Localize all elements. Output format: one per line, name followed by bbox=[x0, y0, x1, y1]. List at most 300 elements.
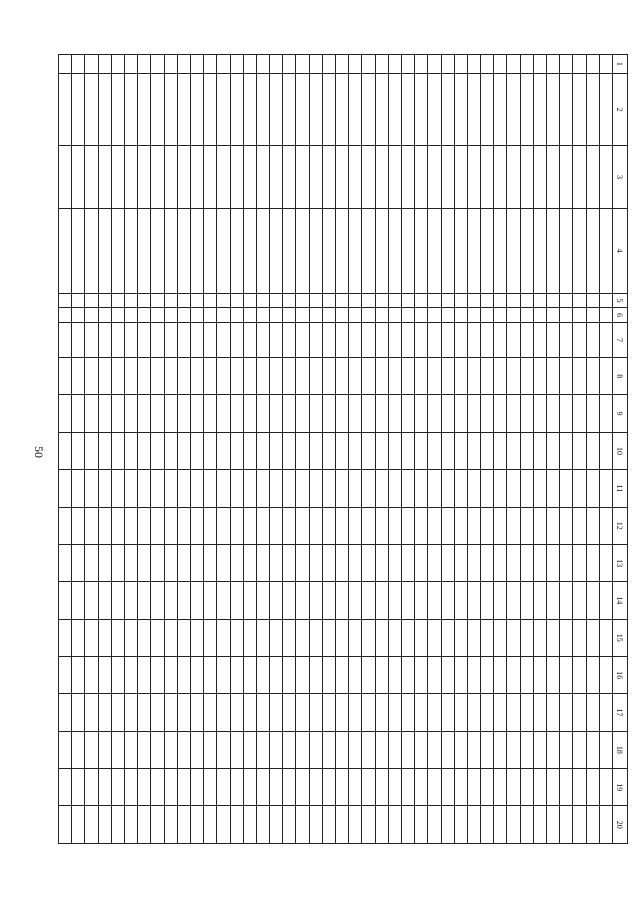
table-cell bbox=[560, 395, 573, 432]
table-cell bbox=[467, 208, 480, 293]
table-cell bbox=[481, 308, 494, 323]
table-cell bbox=[375, 769, 388, 806]
table-cell bbox=[494, 694, 507, 731]
table-cell bbox=[164, 619, 177, 656]
table-cell bbox=[415, 806, 428, 844]
table-cell bbox=[428, 769, 441, 806]
table-cell bbox=[349, 293, 362, 308]
table-cell bbox=[533, 656, 546, 693]
table-cell bbox=[85, 769, 98, 806]
header-cell: 17 bbox=[613, 694, 628, 731]
table-cell bbox=[85, 146, 98, 208]
table-cell bbox=[204, 308, 217, 323]
table-cell bbox=[507, 208, 520, 293]
table-cell bbox=[270, 293, 283, 308]
table-row bbox=[573, 55, 586, 844]
table-cell bbox=[533, 55, 546, 74]
header-cell: 18 bbox=[613, 731, 628, 768]
table-cell bbox=[59, 507, 72, 544]
table-cell bbox=[191, 322, 204, 357]
table-cell bbox=[151, 432, 164, 469]
table-cell bbox=[283, 358, 296, 395]
table-cell bbox=[322, 769, 335, 806]
table-cell bbox=[125, 470, 138, 507]
table-cell bbox=[191, 208, 204, 293]
table-cell bbox=[599, 769, 612, 806]
table-cell bbox=[59, 73, 72, 146]
table-cell bbox=[415, 208, 428, 293]
table-cell bbox=[560, 582, 573, 619]
table-cell bbox=[494, 395, 507, 432]
table-cell bbox=[428, 507, 441, 544]
table-cell bbox=[415, 146, 428, 208]
table-cell bbox=[547, 656, 560, 693]
table-cell bbox=[428, 358, 441, 395]
table-cell bbox=[402, 73, 415, 146]
table-cell bbox=[177, 146, 190, 208]
table-cell bbox=[586, 208, 599, 293]
table-cell bbox=[520, 507, 533, 544]
table-cell bbox=[72, 308, 85, 323]
table-cell bbox=[111, 507, 124, 544]
table-cell bbox=[191, 769, 204, 806]
table-cell bbox=[533, 293, 546, 308]
header-cell: 14 bbox=[613, 582, 628, 619]
table-cell bbox=[481, 582, 494, 619]
table-cell bbox=[454, 293, 467, 308]
table-cell bbox=[72, 322, 85, 357]
table-cell bbox=[270, 146, 283, 208]
table-cell bbox=[467, 322, 480, 357]
table-cell bbox=[533, 395, 546, 432]
table-cell bbox=[138, 806, 151, 844]
table-cell bbox=[217, 146, 230, 208]
table-cell bbox=[230, 73, 243, 146]
table-cell bbox=[599, 694, 612, 731]
table-cell bbox=[507, 694, 520, 731]
table-cell bbox=[547, 308, 560, 323]
table-cell bbox=[573, 308, 586, 323]
table-cell bbox=[309, 806, 322, 844]
table-cell bbox=[599, 322, 612, 357]
table-cell bbox=[362, 73, 375, 146]
table-cell bbox=[467, 395, 480, 432]
header-cell: 11 bbox=[613, 470, 628, 507]
table-cell bbox=[573, 694, 586, 731]
table-cell bbox=[547, 544, 560, 581]
table-cell bbox=[151, 308, 164, 323]
table-cell bbox=[428, 146, 441, 208]
table-cell bbox=[336, 395, 349, 432]
page-number: 50 bbox=[32, 446, 46, 458]
table-row bbox=[230, 55, 243, 844]
table-cell bbox=[243, 731, 256, 768]
table-cell bbox=[322, 293, 335, 308]
table-cell bbox=[520, 358, 533, 395]
table-cell bbox=[336, 694, 349, 731]
table-cell bbox=[204, 73, 217, 146]
table-cell bbox=[533, 694, 546, 731]
table-cell bbox=[256, 544, 269, 581]
table-cell bbox=[322, 322, 335, 357]
table-cell bbox=[402, 544, 415, 581]
table-cell bbox=[177, 470, 190, 507]
table-cell bbox=[467, 619, 480, 656]
table-cell bbox=[507, 73, 520, 146]
table-cell bbox=[98, 208, 111, 293]
table-cell bbox=[599, 395, 612, 432]
table-cell bbox=[349, 308, 362, 323]
table-cell bbox=[533, 731, 546, 768]
table-cell bbox=[507, 470, 520, 507]
table-cell bbox=[336, 806, 349, 844]
table-cell bbox=[560, 208, 573, 293]
table-cell bbox=[111, 694, 124, 731]
table-cell bbox=[217, 293, 230, 308]
table-cell bbox=[441, 694, 454, 731]
table-cell bbox=[547, 694, 560, 731]
table-cell bbox=[507, 806, 520, 844]
table-cell bbox=[362, 55, 375, 74]
table-cell bbox=[454, 619, 467, 656]
table-cell bbox=[599, 470, 612, 507]
table-cell bbox=[388, 293, 401, 308]
table-cell bbox=[138, 322, 151, 357]
table-cell bbox=[547, 55, 560, 74]
table-cell bbox=[467, 806, 480, 844]
table-cell bbox=[270, 694, 283, 731]
table-cell bbox=[256, 432, 269, 469]
table-cell bbox=[573, 544, 586, 581]
table-cell bbox=[388, 507, 401, 544]
table-row bbox=[72, 55, 85, 844]
table-cell bbox=[151, 694, 164, 731]
table-cell bbox=[375, 358, 388, 395]
table-cell bbox=[573, 432, 586, 469]
table-cell bbox=[283, 146, 296, 208]
table-cell bbox=[441, 619, 454, 656]
table-cell bbox=[375, 619, 388, 656]
table-cell bbox=[560, 55, 573, 74]
table-cell bbox=[125, 544, 138, 581]
table-cell bbox=[283, 507, 296, 544]
table-cell bbox=[164, 308, 177, 323]
table-cell bbox=[243, 146, 256, 208]
table-cell bbox=[177, 73, 190, 146]
table-cell bbox=[98, 806, 111, 844]
table-cell bbox=[507, 293, 520, 308]
table-cell bbox=[72, 395, 85, 432]
header-cell: 5 bbox=[613, 293, 628, 308]
table-cell bbox=[270, 432, 283, 469]
table-cell bbox=[507, 55, 520, 74]
table-cell bbox=[547, 293, 560, 308]
table-cell bbox=[441, 656, 454, 693]
table-cell bbox=[151, 544, 164, 581]
table-row bbox=[586, 55, 599, 844]
table-cell bbox=[375, 293, 388, 308]
table-cell bbox=[59, 694, 72, 731]
table-cell bbox=[402, 358, 415, 395]
table-cell bbox=[415, 395, 428, 432]
table-cell bbox=[547, 208, 560, 293]
table-cell bbox=[415, 55, 428, 74]
table-cell bbox=[494, 769, 507, 806]
table-cell bbox=[270, 308, 283, 323]
header-cell: 15 bbox=[613, 619, 628, 656]
table-cell bbox=[177, 619, 190, 656]
table-cell bbox=[560, 694, 573, 731]
table-cell bbox=[72, 507, 85, 544]
table-cell bbox=[520, 208, 533, 293]
table-cell bbox=[362, 470, 375, 507]
table-cell bbox=[481, 656, 494, 693]
table-cell bbox=[204, 55, 217, 74]
table-cell bbox=[415, 769, 428, 806]
table-cell bbox=[296, 582, 309, 619]
table-cell bbox=[59, 208, 72, 293]
table-cell bbox=[191, 731, 204, 768]
table-cell bbox=[243, 470, 256, 507]
header-cell: 2 bbox=[613, 73, 628, 146]
table-cell bbox=[270, 395, 283, 432]
table-cell bbox=[454, 694, 467, 731]
table-cell bbox=[467, 656, 480, 693]
table-cell bbox=[177, 395, 190, 432]
table-cell bbox=[191, 146, 204, 208]
table-cell bbox=[72, 55, 85, 74]
table-cell bbox=[428, 432, 441, 469]
table-cell bbox=[415, 432, 428, 469]
table-row bbox=[533, 55, 546, 844]
table-cell bbox=[138, 293, 151, 308]
table-cell bbox=[164, 582, 177, 619]
table-cell bbox=[125, 208, 138, 293]
table-cell bbox=[151, 619, 164, 656]
table-cell bbox=[138, 656, 151, 693]
table-cell bbox=[586, 544, 599, 581]
table-cell bbox=[256, 694, 269, 731]
table-cell bbox=[191, 395, 204, 432]
table-cell bbox=[125, 73, 138, 146]
table-cell bbox=[494, 470, 507, 507]
table-cell bbox=[59, 395, 72, 432]
table-cell bbox=[547, 470, 560, 507]
table-cell bbox=[481, 544, 494, 581]
table-cell bbox=[85, 656, 98, 693]
table-cell bbox=[217, 470, 230, 507]
table-cell bbox=[322, 146, 335, 208]
table-cell bbox=[586, 73, 599, 146]
table-cell bbox=[72, 619, 85, 656]
table-cell bbox=[402, 619, 415, 656]
table-cell bbox=[217, 806, 230, 844]
table-cell bbox=[85, 544, 98, 581]
table-cell bbox=[467, 544, 480, 581]
table-cell bbox=[481, 619, 494, 656]
table-cell bbox=[415, 731, 428, 768]
table-cell bbox=[98, 731, 111, 768]
table-cell bbox=[98, 322, 111, 357]
table-row bbox=[547, 55, 560, 844]
table-cell bbox=[98, 55, 111, 74]
table-cell bbox=[533, 544, 546, 581]
table-cell bbox=[520, 769, 533, 806]
table-cell bbox=[428, 55, 441, 74]
table-cell bbox=[336, 55, 349, 74]
table-cell bbox=[72, 432, 85, 469]
table-cell bbox=[481, 358, 494, 395]
table-cell bbox=[283, 55, 296, 74]
table-cell bbox=[138, 358, 151, 395]
table-cell bbox=[494, 293, 507, 308]
table-cell bbox=[560, 470, 573, 507]
table-cell bbox=[111, 146, 124, 208]
table-cell bbox=[481, 208, 494, 293]
table-cell bbox=[599, 146, 612, 208]
table-cell bbox=[111, 731, 124, 768]
table-cell bbox=[336, 146, 349, 208]
table-cell bbox=[520, 73, 533, 146]
table-cell bbox=[111, 55, 124, 74]
header-cell: 12 bbox=[613, 507, 628, 544]
table-cell bbox=[388, 619, 401, 656]
table-cell bbox=[520, 395, 533, 432]
table-cell bbox=[270, 470, 283, 507]
table-cell bbox=[230, 656, 243, 693]
table-row bbox=[270, 55, 283, 844]
table-cell bbox=[322, 308, 335, 323]
table-cell bbox=[164, 731, 177, 768]
table-cell bbox=[243, 73, 256, 146]
table-cell bbox=[362, 544, 375, 581]
table-cell bbox=[481, 146, 494, 208]
table-cell bbox=[85, 432, 98, 469]
table-cell bbox=[362, 208, 375, 293]
header-cell: 7 bbox=[613, 322, 628, 357]
table-cell bbox=[309, 208, 322, 293]
table-cell bbox=[388, 73, 401, 146]
table-cell bbox=[296, 73, 309, 146]
table-cell bbox=[586, 146, 599, 208]
table-cell bbox=[441, 322, 454, 357]
table-cell bbox=[59, 544, 72, 581]
table-cell bbox=[520, 619, 533, 656]
table-cell bbox=[243, 694, 256, 731]
table-cell bbox=[283, 470, 296, 507]
table-row bbox=[441, 55, 454, 844]
table-cell bbox=[85, 582, 98, 619]
table-cell bbox=[230, 358, 243, 395]
table-cell bbox=[309, 395, 322, 432]
table-cell bbox=[138, 769, 151, 806]
table-cell bbox=[296, 308, 309, 323]
table-cell bbox=[138, 308, 151, 323]
table-cell bbox=[230, 731, 243, 768]
table-cell bbox=[111, 769, 124, 806]
table-cell bbox=[494, 208, 507, 293]
table-cell bbox=[573, 293, 586, 308]
table-cell bbox=[520, 582, 533, 619]
table-cell bbox=[230, 694, 243, 731]
table-cell bbox=[494, 507, 507, 544]
table-cell bbox=[547, 73, 560, 146]
table-cell bbox=[349, 656, 362, 693]
table-cell bbox=[467, 146, 480, 208]
table-cell bbox=[520, 694, 533, 731]
table-cell bbox=[164, 656, 177, 693]
table-cell bbox=[322, 507, 335, 544]
table-cell bbox=[586, 619, 599, 656]
table-cell bbox=[177, 806, 190, 844]
table-cell bbox=[125, 619, 138, 656]
table-row bbox=[599, 55, 612, 844]
table-cell bbox=[599, 432, 612, 469]
table-cell bbox=[573, 395, 586, 432]
table-cell bbox=[454, 322, 467, 357]
table-cell bbox=[336, 582, 349, 619]
table-row bbox=[164, 55, 177, 844]
table-cell bbox=[217, 395, 230, 432]
table-cell bbox=[454, 470, 467, 507]
table-cell bbox=[322, 694, 335, 731]
table-cell bbox=[573, 358, 586, 395]
table-cell bbox=[164, 806, 177, 844]
table-row bbox=[217, 55, 230, 844]
table-cell bbox=[428, 308, 441, 323]
table-cell bbox=[270, 731, 283, 768]
table-cell bbox=[573, 73, 586, 146]
table-cell bbox=[507, 395, 520, 432]
table-cell bbox=[59, 308, 72, 323]
table-cell bbox=[243, 395, 256, 432]
table-cell bbox=[125, 395, 138, 432]
table-cell bbox=[349, 146, 362, 208]
table-cell bbox=[230, 293, 243, 308]
table-cell bbox=[454, 582, 467, 619]
table-cell bbox=[467, 293, 480, 308]
table-cell bbox=[388, 470, 401, 507]
table-cell bbox=[322, 619, 335, 656]
table-cell bbox=[573, 55, 586, 74]
table-cell bbox=[177, 308, 190, 323]
table-cell bbox=[349, 73, 362, 146]
table-cell bbox=[85, 55, 98, 74]
table-cell bbox=[467, 507, 480, 544]
table-cell bbox=[256, 731, 269, 768]
table-cell bbox=[243, 544, 256, 581]
table-cell bbox=[138, 208, 151, 293]
header-cell: 13 bbox=[613, 544, 628, 581]
table-cell bbox=[322, 656, 335, 693]
table-cell bbox=[309, 322, 322, 357]
table-cell bbox=[454, 308, 467, 323]
table-cell bbox=[72, 146, 85, 208]
table-cell bbox=[296, 731, 309, 768]
table-cell bbox=[296, 806, 309, 844]
table-cell bbox=[415, 694, 428, 731]
table-cell bbox=[441, 582, 454, 619]
table-cell bbox=[467, 73, 480, 146]
table-cell bbox=[547, 619, 560, 656]
table-cell bbox=[322, 395, 335, 432]
table-cell bbox=[204, 146, 217, 208]
table-cell bbox=[217, 55, 230, 74]
table-cell bbox=[72, 769, 85, 806]
table-cell bbox=[362, 395, 375, 432]
table-cell bbox=[59, 322, 72, 357]
table-cell bbox=[191, 73, 204, 146]
